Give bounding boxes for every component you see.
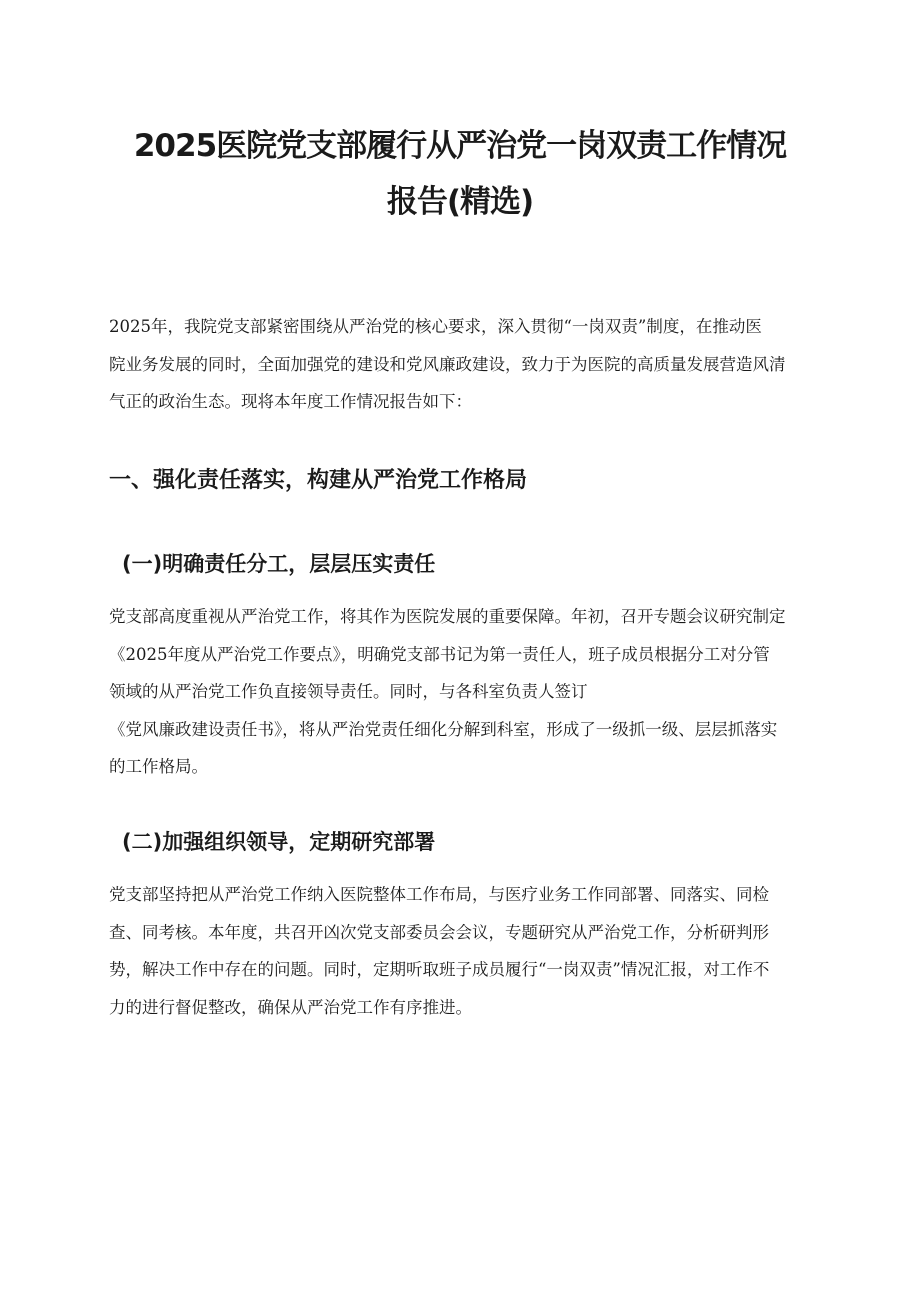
subsection-1-paragraph <box>109 598 821 786</box>
subsection-2-line-1: 党支部坚持把从严治党工作纳入医院整体工作布局，与医疗业务工作同部署、同落实、同检 <box>109 885 769 904</box>
intro-line-3: 气正的政治生态。现将本年度工作情况报告如下： <box>109 392 472 411</box>
subsection-2-heading: (二)加强组织领导，定期研究部署 <box>122 830 436 854</box>
subsection-1-line-1: 党支部高度重视从严治党工作，将其作为医院发展的重要保障。年初，召开专题会议研究制定 <box>109 607 786 626</box>
intro-line-1: 2025年，我院党支部紧密围绕从严治党的核心要求，深入贯彻“一岗双责”制度，在推动医 <box>109 317 762 336</box>
intro-paragraph <box>109 308 821 421</box>
subsection-2-line-2: 查、同考核。本年度，共召开凶次党支部委员会会议，专题研究从严治党工作，分析研判形 <box>109 922 769 942</box>
document-title-line-2: 报告(精选) <box>386 184 534 220</box>
document-title-line-1: 2025医院党支部履行从严治党一岗双责工作情况 <box>133 128 787 164</box>
subsection-1-heading: (一)明确责任分工，层层压实责任 <box>122 552 436 576</box>
subsection-2-line-3: 势，解决工作中存在的问题。同时，定期听取班子成员履行“一岗双责”情况汇报，对工作不 <box>109 960 770 979</box>
subsection-1-line-3: 领域的从严治党工作负直接领导责任。同时，与各科室负责人签订 <box>109 682 588 701</box>
subsection-1-line-4: 《党风廉政建设责任书》，将从严治党责任细化分解到科室，形成了一级抓一级、层层抓落实 <box>109 719 778 739</box>
section-1-heading: 一、强化责任落实，构建从严治党工作格局 <box>109 468 528 493</box>
subsection-2-line-4: 力的进行督促整改，确保从严治党工作有序推进。 <box>109 997 472 1017</box>
subsection-2-paragraph <box>109 876 821 1026</box>
subsection-1-line-5: 的工作格局。 <box>109 757 208 776</box>
subsection-1-line-2: 《2025年度从严治党工作要点》，明确党支部书记为第一责任人，班子成员根据分工对分管 <box>109 644 770 664</box>
intro-line-2: 院业务发展的同时，全面加强党的建设和党风廉政建设，致力于为医院的高质量发展营造风清 <box>109 354 786 374</box>
